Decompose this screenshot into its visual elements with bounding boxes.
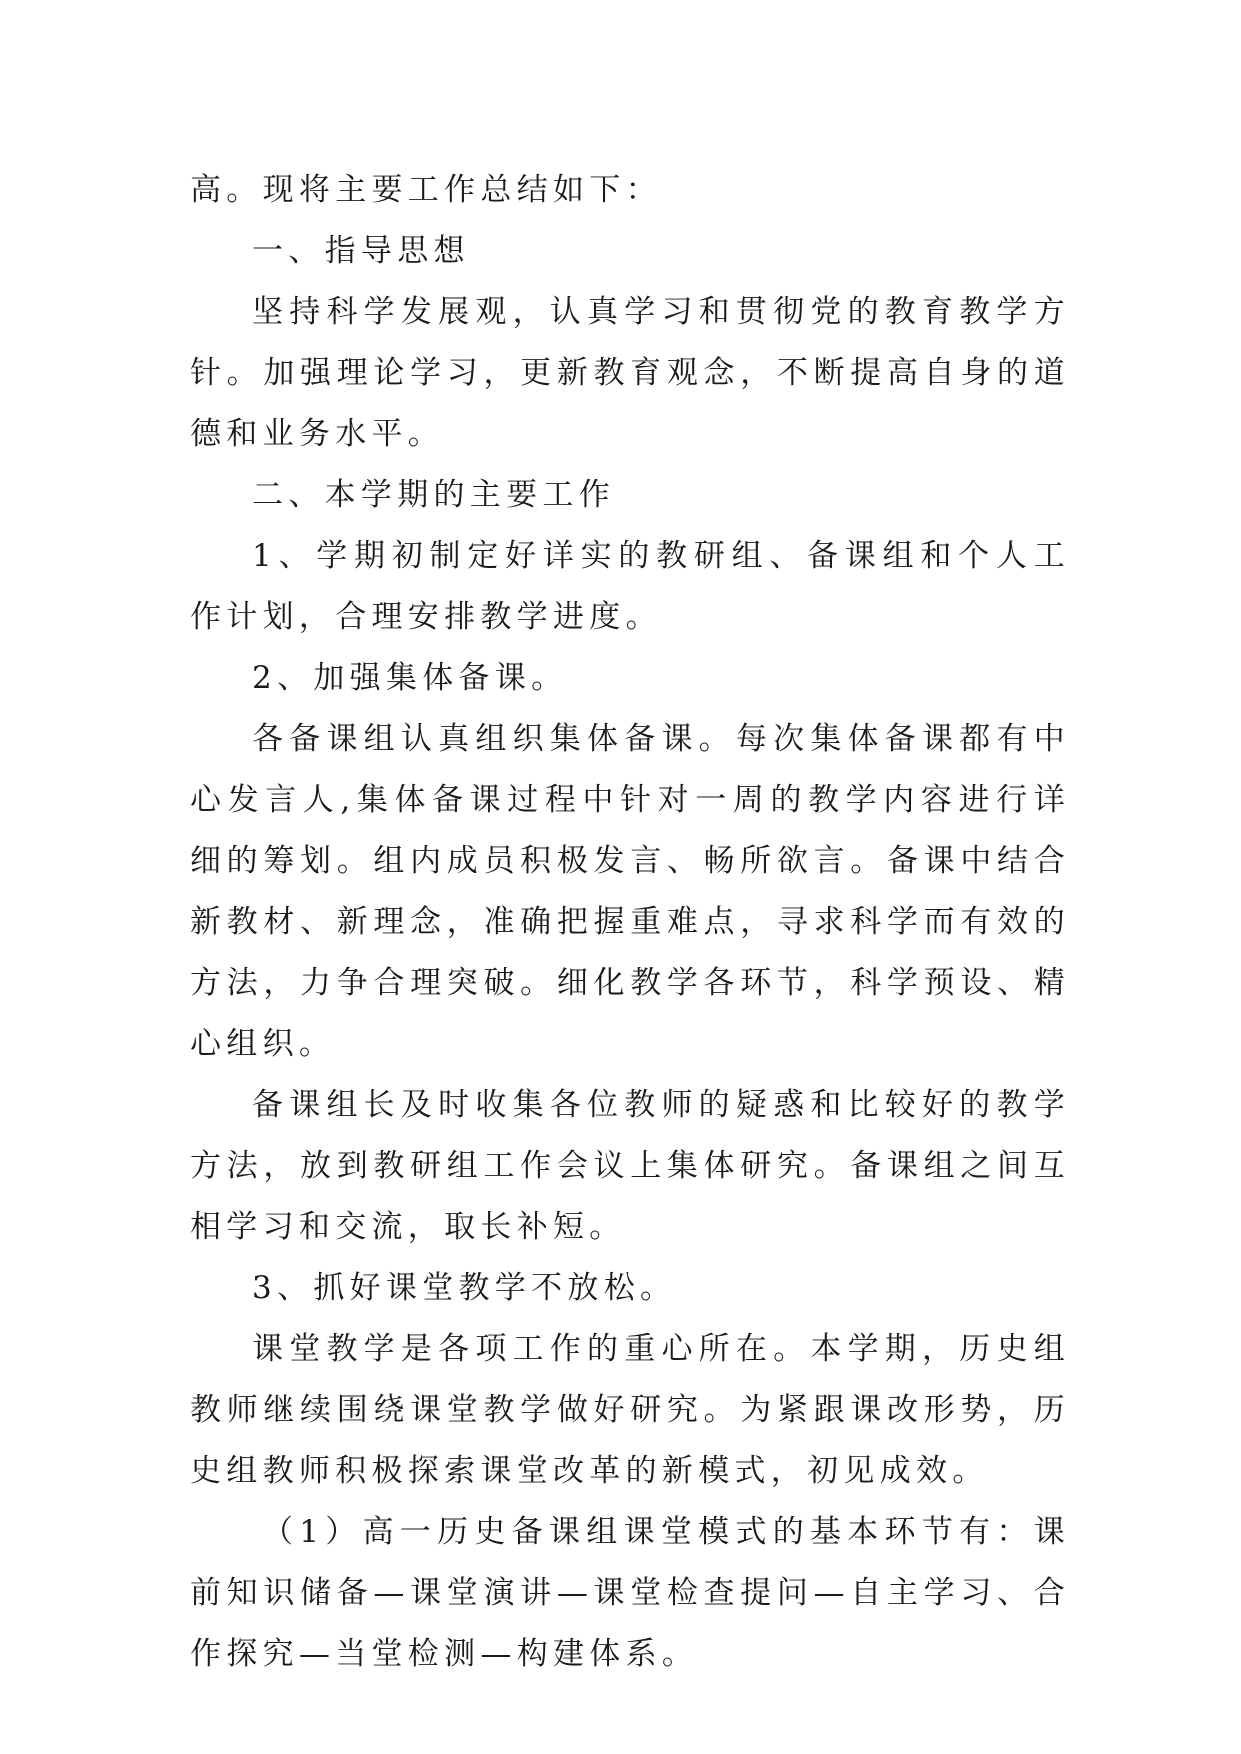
document-body bbox=[190, 160, 1070, 1685]
paragraph-guiding-ideology: 坚持科学发展观，认真学习和贯彻党的教育教学方针。加强理论学习，更新教育观念，不断提高自身的道德和业务水平。 bbox=[190, 294, 1070, 452]
paragraph-sub-item-1: （1）高一历史备课组课堂模式的基本环节有：课前知识储备—课堂演讲—课堂检查提问—自主学习、合作探究—当堂检测—构建体系。 bbox=[190, 1514, 1070, 1672]
paragraph-classroom-teaching: 课堂教学是各项工作的重心所在。本学期，历史组教师继续围绕课堂教学做好研究。为紧跟课改形势，历史组教师积极探索课堂改革的新模式，初见成效。 bbox=[190, 1331, 1070, 1489]
paragraph-item-3: 3、抓好课堂教学不放松。 bbox=[252, 1270, 677, 1306]
paragraph-collective-prep: 各备课组认真组织集体备课。每次集体备课都有中心发言人,集体备课过程中针对一周的教学内容进行详细的筹划。组内成员积极发言、畅所欲言。备课中结合新教材、新理念，准确把握重难点，寻求科学而有效的方法，力争合理突破。细化教学各环节，科学预设、精心组织。 bbox=[190, 721, 1070, 1062]
paragraph-group-leader: 备课组长及时收集各位教师的疑惑和比较好的教学方法，放到教研组工作会议上集体研究。备课组之间互相学习和交流，取长补短。 bbox=[190, 1087, 1070, 1245]
paragraph-item-2: 2、加强集体备课。 bbox=[252, 660, 568, 696]
paragraph-intro-tail: 高。现将主要工作总结如下： bbox=[190, 172, 662, 208]
heading-main-work: 二、本学期的主要工作 bbox=[252, 477, 615, 513]
paragraph-item-1: 1、学期初制定好详实的教研组、备课组和个人工作计划，合理安排教学进度。 bbox=[190, 538, 1070, 635]
heading-guiding-ideology: 一、指导思想 bbox=[252, 233, 470, 269]
